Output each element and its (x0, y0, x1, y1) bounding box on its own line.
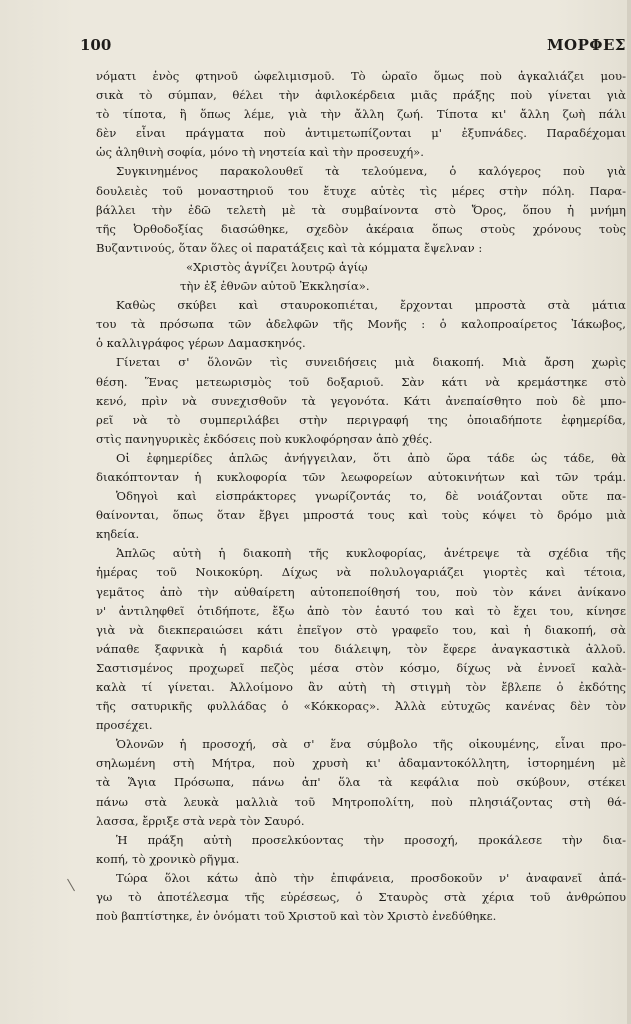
text-line: τὰ Ἅγια Πρόσωπα, πάνω ἀπ' ὅλα τὰ κεφάλια ποὺ σκύβουν, στέκει (96, 775, 626, 790)
text-line: ρεῖ νὰ τὸ συμπεριλάβει στὴν περιγραφή της ὁποιαδήποτε ἐφημερίδα, (96, 412, 626, 427)
text-line: Τώρα ὅλοι κάτω ἀπὸ τὴν ἐπιφάνεια, προσδοκοῦν ν' ἀναφανεῖ ἀπά- (116, 870, 626, 885)
verse-line: «Χριστὸς ἁγνίζει λουτρῷ ἁγίῳ (186, 259, 368, 274)
text-line: Συγκινημένος παρακολουθεῖ τὰ τελούμενα, ὁ καλόγερος ποὺ γιὰ (116, 164, 626, 179)
text-line: πάνω στὰ λευκὰ μαλλιὰ τοῦ Μητροπολίτη, ποὺ πλησιάζοντας στὴ θά- (96, 794, 626, 809)
text-line: τῆς σατυρικῆς φυλλάδας ὁ «Κόκκορας». Ἀλλὰ εὐτυχῶς κανένας δὲν τὸν (96, 699, 626, 714)
page-header (80, 36, 626, 56)
text-line: διακόπτονταν ἡ κυκλοφορία τῶν λεωφορείων αὐτοκινήτων καὶ τῶν τράμ. (96, 469, 626, 484)
body-text (96, 67, 626, 926)
text-line: του τὰ πρόσωπα τῶν ἀδελφῶν τῆς Μονῆς : ὁ καλοπροαίρετος Ἰάκωβος, (96, 317, 626, 332)
text-line: γω τὸ ἀποτέλεσμα τῆς εὑρέσεως, ὁ Σταυρὸς στὰ χέρια τοῦ ἀνθρώπου (96, 890, 626, 905)
text-line: Βυζαντινούς, ὅταν ὅλες οἱ παρατάξεις καὶ τὰ κόμματα ἔψελναν : (96, 240, 483, 255)
text-line: νόματι ἑνὸς φτηνοῦ ὠφελιμισμοῦ. Τὸ ὡραῖο ὅμως ποὺ ἀγκαλιάζει μου- (96, 69, 626, 83)
text-line: ὁ καλλιγράφος γέρων Δαμασκηνός. (96, 336, 306, 351)
text-line: ν' ἀντιληφθεῖ ὁτιδήποτε, ἔξω ἀπὸ τὸν ἑαυτό του καὶ τὸ ἔχει του, κίνησε (96, 603, 626, 618)
text-line: γιὰ νὰ διεκπεραιώσει κάτι ἐπεῖγον στὸ γραφεῖο του, καὶ ἡ διακοπή, σὰ (96, 622, 626, 637)
text-line: Καθὼς σκύβει καὶ σταυροκοπιέται, ἔρχονται μπροστὰ στὰ μάτια (116, 298, 626, 313)
running-title: ΜΟΡΦΕΣ (546, 36, 626, 54)
pencil-mark (67, 875, 82, 892)
text-line: καλὰ τί γίνεται. Ἀλλοίμονο ἂν αὐτὴ τὴ στιγμὴ τὸν ἔβλεπε ὁ ἐκδότης (96, 680, 626, 694)
text-line: κοπή, τὸ χρονικὸ ρῆγμα. (96, 851, 240, 866)
text-line: Σαστισμένος προχωρεῖ πεζὸς μέσα στὸν κόσμο, δίχως νὰ ἐννοεῖ καλὰ- (96, 660, 626, 675)
text-line: Γίνεται σ' ὅλονῶν τὶς συνειδήσεις μιὰ διακοπή. Μιὰ ἄρση χωρὶς (116, 355, 626, 370)
text-line: σικὰ τὸ σύμπαν, θέλει τὴν ἀφιλοκέρδεια μιᾶς πράξης ποὺ γίνεται γιὰ (96, 88, 626, 103)
text-line: θαίνονται, ὅπως ὅταν ἔβγει μπροστά τους καὶ τοὺς κόψει τὸ δρόμο μιὰ (96, 508, 626, 523)
text-line: Ὁδηγοὶ καὶ εἰσπράκτορες γνωρίζοντάς το, δὲ νοιάζονται οὔτε πα- (116, 489, 626, 504)
verse-line: τὴν ἐξ ἐθνῶν αὐτοῦ Ἐκκλησία». (180, 279, 370, 294)
text-line: ὡς ἀληθινὴ σοφία, μόνο τὴ νηστεία καὶ τὴν προσευχή». (96, 145, 424, 160)
text-line: ἡμέρας τοῦ Νοικοκύρη. Δίχως νὰ πολυλογαριάζει γιορτὲς καὶ τέτοια, (96, 565, 626, 580)
text-line: Ἡ πράξη αὐτὴ προσελκύοντας τὴν προσοχή, προκάλεσε τὴν δια- (116, 832, 626, 847)
text-line: δουλειὲς τοῦ μοναστηριοῦ του ἔτυχε αὐτὲς τὶς μέρες στὴν πόλη. Παρα- (96, 183, 626, 198)
text-line: λασσα, ἔρριξε στὰ νερὰ τὸν Σαυρό. (96, 813, 305, 828)
text-line: γεμᾶτος ἀπὸ τὴν αὐθαίρετη αὐτοπεποίθησή του, ποὺ τὸν κάνει ἀνίκανο (96, 584, 626, 599)
text-line: Ἁπλῶς αὐτὴ ἡ διακοπὴ τῆς κυκλοφορίας, ἀνέτρεψε τὰ σχέδια τῆς (116, 546, 626, 561)
text-line: βάλλει τὴν ἐδῶ τελετὴ μὲ τὰ συμβαίνοντα στὸ Ὄρος, ὅπου ἡ μνήμη (96, 202, 626, 217)
text-line: σηλωμένη στὴ Μήτρα, ποὺ χρυσὴ κι' ἀδαμαντοκόλλητη, ἱστορημένη μὲ (96, 756, 626, 771)
text-line: ποὺ βαπτίστηκε, ἐν ὀνόματι τοῦ Χριστοῦ καὶ τὸν Χριστὸ ἐνεδύθηκε. (96, 909, 497, 924)
text-line: Ὁλονῶν ἡ προσοχή, σὰ σ' ἕνα σύμβολο τῆς οἰκουμένης, εἶναι προ- (116, 737, 626, 752)
text-line: κενό, πρὶν νὰ συνεχισθοῦν τὰ γεγονότα. Κάτι ἀνεπαίσθητο ποὺ δὲ μπο- (96, 393, 626, 408)
text-line: θέση. Ἕνας μετεωρισμὸς τοῦ δοξαριοῦ. Σὰν κάτι νὰ κρεμάστηκε στὸ (96, 374, 626, 389)
text-line: Οἱ ἐφημερίδες ἁπλῶς ἀνήγγειλαν, ὅτι ἀπὸ ὥρα τάδε ὡς τάδε, θὰ (116, 450, 626, 465)
text-line: κηδεία. (96, 527, 140, 542)
text-line: τὸ τίποτα, ἢ ὅπως λέμε, γιὰ τὴν ἄλλη ζωή. Τίποτα κι' ἄλλη ζωὴ πάλι (96, 107, 626, 122)
text-line: στὶς πανηγυρικὲς ἐκδόσεις ποὺ κυκλοφόρησαν ἀπὸ χθές. (96, 431, 433, 446)
text-line: δὲν εἶναι πράγματα ποὺ ἀντιμετωπίζονται μ' ἐξυπνάδες. Παραδέχομαι (96, 126, 626, 141)
page-number: 100 (80, 36, 112, 54)
text-line: νάπαθε ξαφνικὰ ἡ καρδιά του διάλειψη, τὸν ἔφερε ἀναγκαστικὰ ἀλλοῦ. (96, 641, 626, 656)
text-line: τῆς Ὀρθοδοξίας διασώθηκε, σχεδὸν ἀκέραια ὅπως στοὺς χρόνους τοὺς (96, 221, 626, 236)
text-line: προσέχει. (96, 718, 153, 733)
page-edge (627, 0, 631, 1024)
